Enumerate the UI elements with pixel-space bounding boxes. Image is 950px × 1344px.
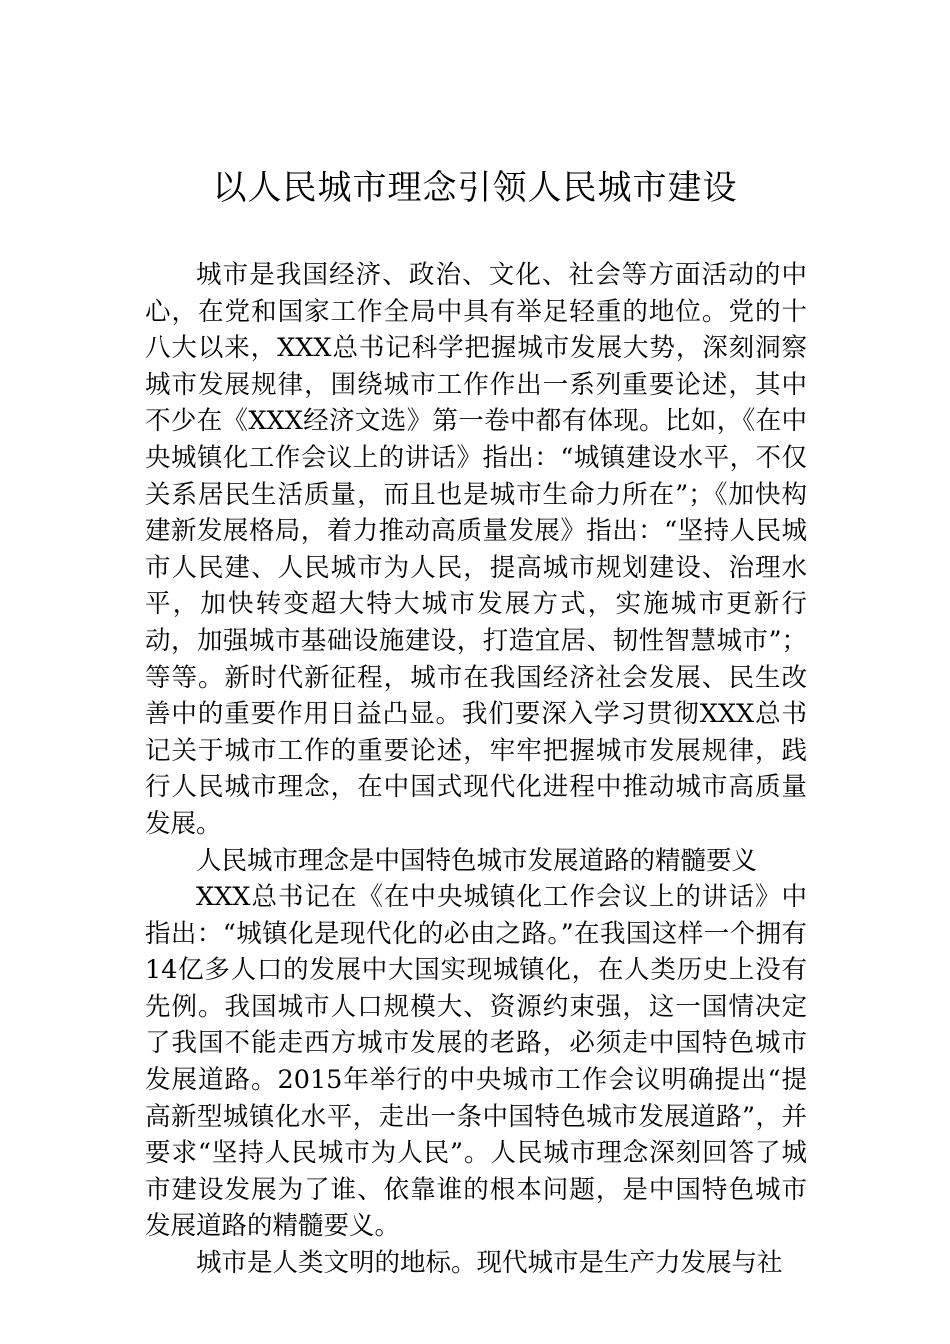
paragraph-civilization: 城市是人类文明的地标。现代城市是生产力发展与社 [196, 1248, 783, 1279]
paragraph-urbanization: XXX总书记在《在中央城镇化工作会议上的讲话》中指出：“城镇化是现代化的必由之路。”在我国这样一个拥有14亿多人口的发展中大国实现城镇化，在人类历史上没有先例。我国城市人口规模大、资源约束强，这一国情决定了我国不能走西方城市发展的老路，必须走中国特色城市发展道路。2015年举行的中央城市工作会议明确提出“提高新型城镇化水平，走出一条中国特色城市发展道路”，并要求“坚持人民城市为人民”。人民城市理念深刻回答了城市建设发展为了谁、依靠谁的根本问题，是中国特色城市发展道路的精髓要义。 [145, 882, 807, 1242]
document-body [145, 257, 807, 1282]
paragraph-intro: 城市是我国经济、政治、文化、社会等方面活动的中心，在党和国家工作全局中具有举足轻重的地位。党的十八大以来，XXX总书记科学把握城市发展大势，深刻洞察城市发展规律，围绕城市工作作出一系列重要论述，其中不少在《XXX经济文选》第一卷中都有体现。比如，《在中央城镇化工作会议上的讲话》指出：“城镇建设水平，不仅关系居民生活质量，而且也是城市生命力所在”；《加快构建新发展格局，着力推动高质量发展》指出：“坚持人民城市人民建、人民城市为人民，提高城市规划建设、治理水平，加快转变超大特大城市发展方式，实施城市更新行动，加强城市基础设施建设，打造宜居、韧性智慧城市”；等等。新时代新征程，城市在我国经济社会发展、民生改善中的重要作用日益凸显。我们要深入学习贯彻XXX总书记关于城市工作的重要论述，牢牢把握城市发展规律，践行人民城市理念，在中国式现代化进程中推动城市高质量发展。 [145, 260, 807, 839]
document-title: 以人民城市理念引领人民城市建设 [212, 168, 738, 208]
section-heading: 人民城市理念是中国特色城市发展道路的精髓要义 [196, 845, 758, 876]
